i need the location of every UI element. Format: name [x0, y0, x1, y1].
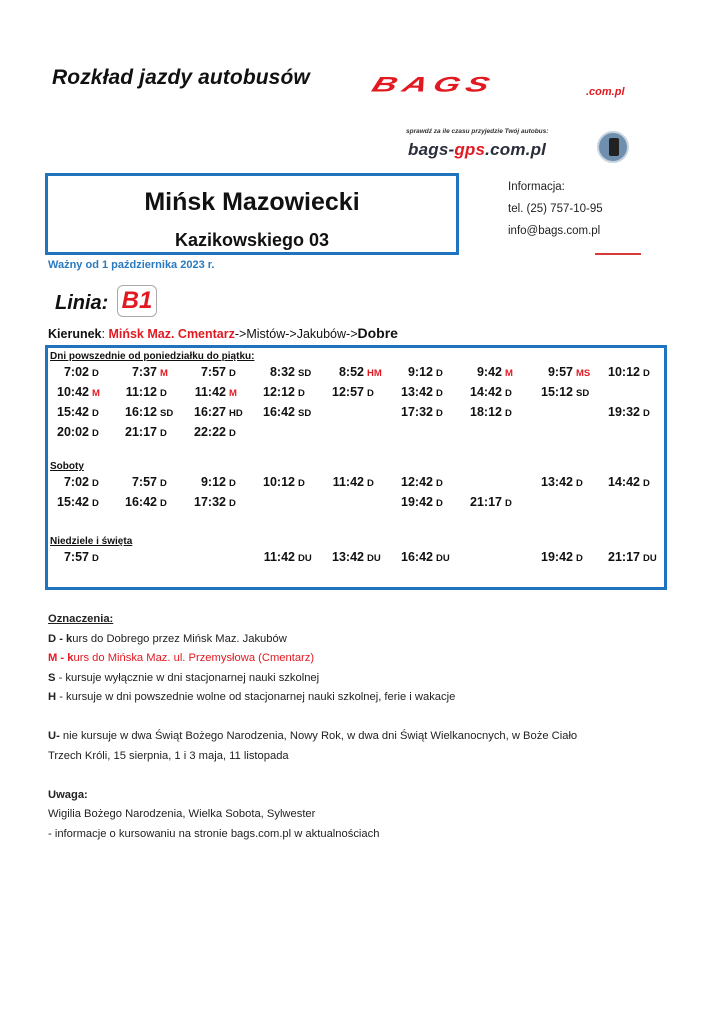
- time: 16:12: [125, 405, 157, 419]
- time: 11:42: [263, 550, 295, 564]
- time: 7:02: [63, 475, 89, 489]
- info-label: Informacja:: [508, 181, 565, 193]
- route-marker: D: [160, 428, 167, 439]
- departure-time: [46, 405, 112, 419]
- bags-logo-text: BAGS: [368, 72, 499, 97]
- route-marker: HD: [229, 408, 243, 419]
- route-marker: D: [92, 428, 99, 439]
- route-marker: DU: [298, 553, 312, 564]
- departure-time: [390, 365, 456, 379]
- time: 17:32: [401, 405, 433, 419]
- departure-time: [321, 475, 387, 489]
- timetable-row: [48, 365, 664, 385]
- departure-time: [183, 475, 249, 489]
- route-marker: D: [505, 408, 512, 419]
- departure-time: [114, 475, 180, 489]
- departure-time: [390, 385, 456, 399]
- timetable-row: [48, 495, 664, 515]
- timetable-row: [48, 385, 664, 405]
- time: 18:12: [470, 405, 502, 419]
- bags-logo: [368, 72, 646, 108]
- departure-time: [252, 365, 318, 379]
- departure-time: [530, 365, 596, 379]
- departure-time: [530, 385, 596, 399]
- section-title: Soboty: [50, 461, 84, 472]
- legend-text: - kursuje wyłącznie w dni stacjonarnej nauki szkolnej: [55, 671, 320, 684]
- route-marker: D: [160, 388, 167, 399]
- route-marker: M: [160, 368, 168, 379]
- departure-time: [597, 365, 663, 379]
- note-title: Uwaga:: [48, 788, 88, 801]
- time: 10:42: [57, 385, 89, 399]
- route-marker: MS: [576, 368, 591, 379]
- time: 13:42: [401, 385, 433, 399]
- note-line-2: - informacje o kursowaniu na stronie bags.com.pl w aktualnościach: [48, 827, 380, 840]
- legend-text: - kursuje w dni powszednie wolne od stacjonarnej nauki szkolnej, ferie i wakacje: [56, 691, 456, 703]
- route-marker: D: [436, 498, 443, 509]
- legend-item: [48, 688, 577, 708]
- legend-k: k: [66, 632, 73, 645]
- time: 11:12: [125, 385, 157, 399]
- time: 19:42: [541, 550, 573, 564]
- gps-url[interactable]: [408, 140, 546, 160]
- legend-gap2: [48, 766, 577, 786]
- departure-time: [114, 495, 180, 509]
- departure-time: [183, 495, 249, 509]
- bags-logo-suffix: .com.pl: [586, 86, 625, 98]
- departure-time: [459, 405, 525, 419]
- legend-u-text2: Trzech Króli, 15 sierpnia, 1 i 3 maja, 11 listopada: [48, 749, 289, 762]
- time: 19:32: [608, 405, 640, 419]
- route-marker: D: [643, 368, 650, 379]
- time: 21:17: [470, 495, 502, 509]
- valid-from: Ważny od 1 października 2023 r.: [48, 259, 215, 271]
- direction: [48, 325, 398, 341]
- line-number-badge: B1: [117, 285, 157, 317]
- contact-info: [508, 176, 603, 242]
- time: 16:42: [125, 495, 157, 509]
- departure-time: [252, 385, 318, 399]
- time: 7:02: [63, 365, 89, 379]
- route-marker: D: [92, 478, 99, 489]
- gps-url-highlight: gps: [454, 140, 486, 159]
- departure-time: [597, 550, 663, 564]
- departure-time: [390, 475, 456, 489]
- route-marker: D: [436, 388, 443, 399]
- departure-time: [46, 385, 112, 399]
- direction-colon: :: [101, 327, 109, 341]
- time: 12:12: [263, 385, 295, 399]
- route-marker: D: [229, 498, 236, 509]
- time: 20:02: [57, 425, 89, 439]
- route-marker: D: [505, 388, 512, 399]
- direction-middle: ->Mistów->Jakubów->: [234, 327, 358, 341]
- time: 16:42: [263, 405, 295, 419]
- time: 14:42: [470, 385, 502, 399]
- route-marker: HM: [367, 368, 382, 379]
- info-phone: tel. (25) 757-10-95: [508, 203, 603, 215]
- route-marker: SD: [298, 408, 312, 419]
- departure-time: [530, 475, 596, 489]
- time: 9:42: [476, 365, 502, 379]
- departure-time: [252, 475, 318, 489]
- departure-time: [46, 475, 112, 489]
- route-marker: M: [229, 388, 237, 399]
- route-marker: D: [436, 478, 443, 489]
- departure-time: [390, 405, 456, 419]
- time: 9:12: [200, 475, 226, 489]
- legend-items: [48, 630, 577, 708]
- time: 7:57: [131, 475, 157, 489]
- route-marker: DU: [643, 553, 657, 564]
- departure-time: [183, 425, 249, 439]
- departure-time: [183, 385, 249, 399]
- route-marker: D: [92, 368, 99, 379]
- route-marker: D: [505, 498, 512, 509]
- route-marker: D: [643, 478, 650, 489]
- legend-text: urs do Mińska Maz. ul. Przemysłowa (Cmentarz): [73, 652, 315, 664]
- departure-time: [530, 550, 596, 564]
- time: 12:42: [401, 475, 433, 489]
- departure-time: [114, 425, 180, 439]
- section-title: Niedziele i święta: [50, 536, 133, 547]
- route-marker: D: [92, 498, 99, 509]
- route-marker: DU: [367, 553, 381, 564]
- time: 21:17: [608, 550, 640, 564]
- legend-code: M -: [48, 652, 68, 664]
- timetable: [45, 345, 667, 590]
- route-marker: D: [160, 498, 167, 509]
- route-marker: D: [229, 368, 236, 379]
- direction-end: Dobre: [357, 325, 398, 341]
- direction-label: Kierunek: [48, 327, 102, 341]
- legend-u-text: nie kursuje w dwa Świąt Bożego Narodzenia, Nowy Rok, w dwa dni Świąt Wielkanocnych, w Boże Ciało: [59, 730, 578, 742]
- time: 13:42: [541, 475, 573, 489]
- time: 7:37: [131, 365, 157, 379]
- departure-time: [183, 365, 249, 379]
- departure-time: [459, 385, 525, 399]
- page-title: Rozkład jazdy autobusów: [52, 66, 310, 89]
- route-marker: D: [229, 428, 236, 439]
- legend-k: k: [67, 652, 74, 664]
- timetable-row: [48, 550, 664, 570]
- route-marker: D: [298, 388, 305, 399]
- route-marker: D: [92, 408, 99, 419]
- legend-u: [48, 727, 577, 747]
- time: 21:17: [125, 425, 157, 439]
- time: 13:42: [332, 550, 364, 564]
- departure-time: [597, 475, 663, 489]
- time: 9:12: [407, 365, 433, 379]
- route-marker: M: [505, 368, 513, 379]
- departure-time: [390, 550, 456, 564]
- departure-time: [252, 405, 318, 419]
- time: 11:42: [332, 475, 364, 489]
- note-line-1: Wigilia Bożego Narodzenia, Wielka Sobota, Sylwester: [48, 808, 316, 820]
- stop-subname: Kazikowskiego 03: [174, 230, 330, 250]
- time: 17:32: [194, 495, 226, 509]
- timetable-row: [48, 425, 664, 445]
- time: 8:32: [269, 365, 295, 379]
- time: 7:57: [63, 550, 89, 564]
- route-marker: D: [92, 553, 99, 564]
- time: 19:42: [401, 495, 433, 509]
- smartphone-icon: [597, 131, 629, 163]
- time: 14:42: [608, 475, 640, 489]
- time: 16:27: [194, 405, 226, 419]
- route-marker: M: [92, 388, 100, 399]
- route-marker: DU: [436, 553, 450, 564]
- stop-box: [45, 173, 459, 255]
- departure-time: [46, 550, 112, 564]
- legend-code: H: [48, 691, 57, 703]
- route-marker: D: [576, 553, 583, 564]
- legend-item: [48, 649, 577, 669]
- departure-time: [459, 365, 525, 379]
- time: 10:12: [263, 475, 295, 489]
- line-label: Linia:: [55, 292, 109, 314]
- direction-start: Mińsk Maz. Cmentarz: [108, 327, 235, 341]
- departure-time: [597, 405, 663, 419]
- route-marker: D: [436, 408, 443, 419]
- route-marker: SD: [298, 368, 312, 379]
- legend-item: [48, 669, 577, 689]
- route-marker: D: [576, 478, 583, 489]
- gps-promo: [404, 128, 644, 168]
- section-title: Dni powszednie od poniedziałku do piątku:: [50, 351, 255, 362]
- time: 15:12: [541, 385, 573, 399]
- stop-name: Mińsk Mazowiecki: [144, 188, 360, 216]
- route-marker: D: [643, 408, 650, 419]
- departure-time: [114, 365, 180, 379]
- time: 9:57: [547, 365, 573, 379]
- time: 7:57: [200, 365, 226, 379]
- time: 8:52: [338, 365, 364, 379]
- legend-text: urs do Dobrego przez Mińsk Maz. Jakubów: [72, 632, 287, 645]
- route-marker: D: [436, 368, 443, 379]
- departure-time: [459, 495, 525, 509]
- time: 22:22: [194, 425, 226, 439]
- route-marker: D: [367, 478, 374, 489]
- route-marker: D: [367, 388, 374, 399]
- legend: [48, 610, 577, 844]
- departure-time: [46, 425, 112, 439]
- departure-time: [321, 550, 387, 564]
- gps-url-prefix: bags-: [408, 140, 455, 159]
- red-divider: [595, 253, 641, 255]
- departure-time: [252, 550, 318, 564]
- time: 10:12: [608, 365, 640, 379]
- departure-time: [46, 365, 112, 379]
- departure-time: [114, 405, 180, 419]
- departure-time: [321, 385, 387, 399]
- departure-time: [390, 495, 456, 509]
- route-marker: D: [160, 478, 167, 489]
- route-marker: D: [229, 478, 236, 489]
- legend-code: S: [48, 671, 56, 684]
- legend-title: Oznaczenia:: [48, 613, 114, 625]
- route-marker: SD: [160, 408, 174, 419]
- info-email: info@bags.com.pl: [508, 225, 601, 237]
- legend-gap: [48, 708, 577, 728]
- legend-item: [48, 630, 577, 650]
- departure-time: [321, 365, 387, 379]
- time: 11:42: [194, 385, 226, 399]
- time: 15:42: [57, 405, 89, 419]
- gps-tagline: sprawdź za ile czasu przyjedzie Twój autobus:: [406, 128, 549, 135]
- timetable-row: [48, 405, 664, 425]
- time: 16:42: [401, 550, 433, 564]
- gps-url-suffix: .com.pl: [485, 140, 547, 159]
- legend-u-code: U-: [48, 730, 60, 742]
- departure-time: [183, 405, 249, 419]
- time: 12:57: [332, 385, 364, 399]
- timetable-row: [48, 475, 664, 495]
- route-marker: D: [298, 478, 305, 489]
- route-marker: SD: [576, 388, 590, 399]
- time: 15:42: [57, 495, 89, 509]
- departure-time: [114, 385, 180, 399]
- departure-time: [46, 495, 112, 509]
- legend-code: D -: [48, 632, 67, 645]
